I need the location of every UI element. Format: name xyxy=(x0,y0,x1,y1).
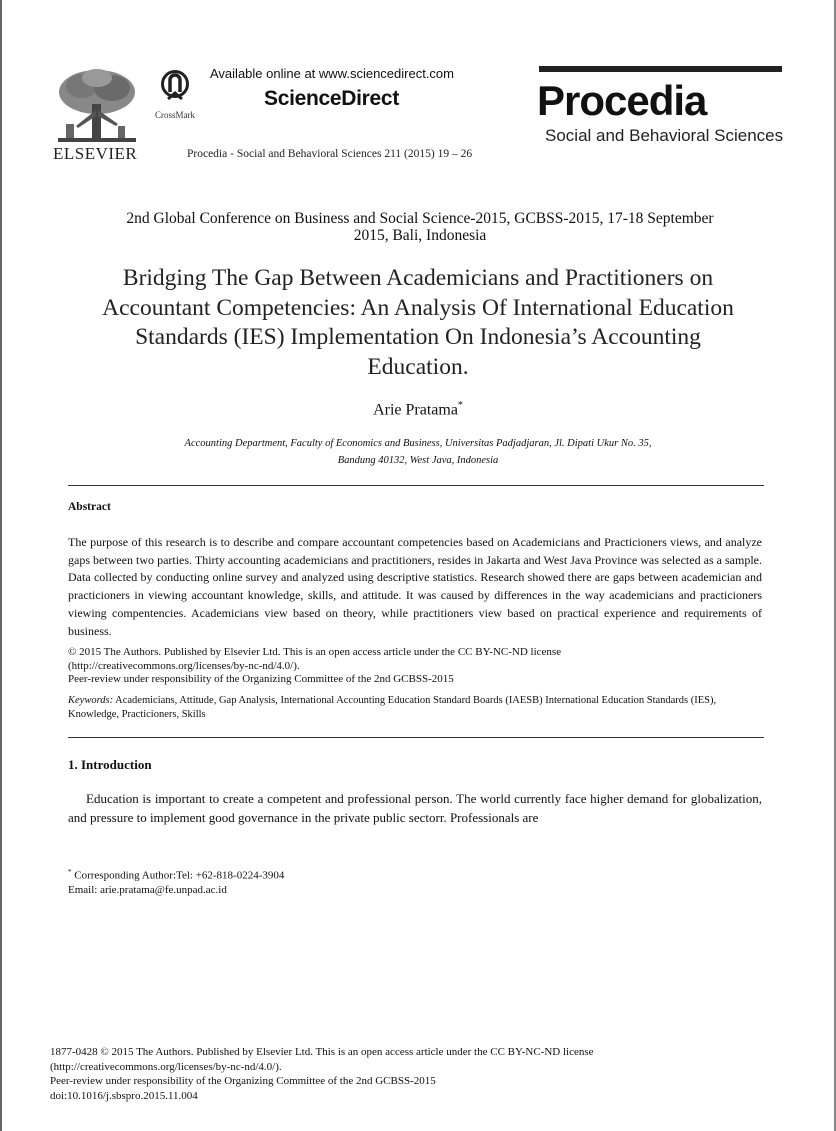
procedia-subtitle: Social and Behavioral Sciences xyxy=(545,126,784,145)
procedia-wordmark: Procedia xyxy=(537,77,707,124)
footnote-email[interactable]: Email: arie.pratama@fe.unpad.ac.id xyxy=(68,883,227,896)
sciencedirect-wordmark: ScienceDirect xyxy=(264,87,400,110)
affiliation-line: Accounting Department, Faculty of Economics and Business, Universitas Padjadjaran, Jl. Dipati Ukur No. 35, xyxy=(184,438,652,449)
license-link[interactable]: (http://creativecommons.org/licenses/by-nc-nd/4.0/). xyxy=(68,659,300,672)
footer-peer-review: Peer-review under responsibility of the Organizing Committee of the 2nd GCBSS-2015 xyxy=(50,1075,436,1087)
conference-info xyxy=(70,210,770,244)
author-name xyxy=(0,400,836,419)
footnote-phone: Corresponding Author:Tel: +62-818-0224-3904 xyxy=(71,869,285,882)
abstract-bottom-rule xyxy=(68,737,764,738)
abstract-body: The purpose of this research is to describe and compare accountant competencies based on Academicians and Practicioners views, and analyze gaps between two parties. Thirty accounting academicians and practitioners, resides in Jakarta and West Java Province was selected as a sample. Data collected by conducting online survey and analyzed using descriptive statistics. Research showed there are gaps between academician and practicioners in viewing accountant knowledge, skills, and attitude. It was caused by differences in the way academicians and practicioners viewing compentencies. Academicians view based on theory, while practitioners view based on practical experience and requirements of business. xyxy=(68,535,762,638)
author-affiliation xyxy=(120,436,716,469)
available-online-link[interactable]: Available online at www.sciencedirect.com xyxy=(210,66,454,81)
crossmark-badge[interactable] xyxy=(152,70,198,120)
footnote-mark: * xyxy=(68,868,72,876)
license-line: Peer-review under responsibility of the Organizing Committee of the 2nd GCBSS-2015 xyxy=(68,673,454,685)
title-line: Standards (IES) Implementation On Indonesia’s Accounting xyxy=(135,324,701,350)
keywords xyxy=(68,694,762,721)
keywords-text: Academicians, Attitude, Gap Analysis, International Accounting Education Standard Boards (IAESB) International Education Standards (IES), Knowledge, Practicioners, Skills xyxy=(68,695,717,720)
abstract-heading: Abstract xyxy=(68,501,111,513)
procedia-top-rule xyxy=(539,66,782,72)
license-line: © 2015 The Authors. Published by Elsevier Ltd. This is an open access article under the CC BY-NC-ND license xyxy=(68,646,562,658)
elsevier-tree-logo xyxy=(52,66,142,148)
journal-reference: Procedia - Social and Behavioral Sciences 211 (2015) 19 – 26 xyxy=(187,148,473,160)
elsevier-wordmark: ELSEVIER xyxy=(53,144,138,163)
title-line: Education. xyxy=(367,353,469,380)
corresponding-author-footnote xyxy=(68,865,284,897)
license-notice xyxy=(68,646,762,687)
introduction-heading: 1. Introduction xyxy=(68,757,152,772)
abstract-top-rule xyxy=(68,485,764,486)
keywords-label: Keywords: xyxy=(68,695,114,706)
affiliation-line: Bandung 40132, West Java, Indonesia xyxy=(337,454,499,466)
title-line: Accountant Competencies: An Analysis Of International Education xyxy=(102,294,734,321)
title-line: Bridging The Gap Between Academicians and Practitioners on xyxy=(122,265,714,291)
footer-license-link[interactable]: (http://creativecommons.org/licenses/by-nc-nd/4.0/). xyxy=(50,1060,282,1073)
footnote-line xyxy=(68,865,284,883)
author-text: Arie Pratama xyxy=(373,401,458,419)
author-footnote-mark[interactable]: * xyxy=(457,400,463,411)
page-footer xyxy=(50,1045,594,1103)
conference-line: 2015, Bali, Indonesia xyxy=(353,227,487,244)
article-title xyxy=(60,264,776,382)
crossmark-icon xyxy=(161,70,189,104)
conference-line: 2nd Global Conference on Business and Social Science-2015, GCBSS-2015, 17-18 September xyxy=(126,210,714,227)
footer-doi[interactable]: doi:10.1016/j.sbspro.2015.11.004 xyxy=(50,1089,198,1102)
page-border-left xyxy=(0,0,2,1131)
introduction-body: Education is important to create a competent and professional person. The world currently face higher demand for globalization, and pressure to implement good governance in the private public sectorr. Professionals are xyxy=(68,791,762,825)
footer-issn-license: 1877-0428 © 2015 The Authors. Published by Elsevier Ltd. This is an open access article under the CC BY-NC-ND license xyxy=(50,1046,594,1058)
crossmark-label: CrossMark xyxy=(155,110,195,120)
